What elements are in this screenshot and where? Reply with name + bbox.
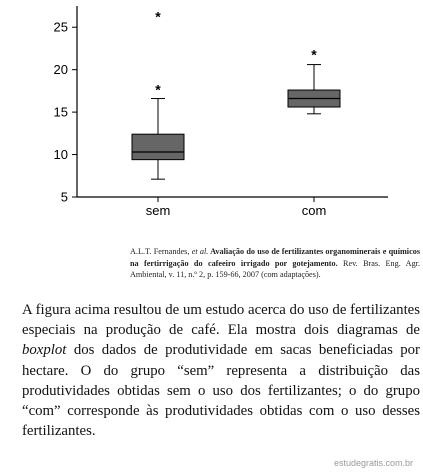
paragraph-part-1: A figura acima resultou de um estudo acerca do uso de fertilizantes especiais na produção de café. Ela mostra dois diagramas de	[22, 302, 420, 339]
figure-citation	[130, 246, 420, 281]
outlier-point: *	[155, 8, 161, 25]
x-tick-label: com	[301, 203, 327, 218]
x-tick-label: sem	[145, 203, 171, 218]
y-tick-label: 10	[53, 147, 68, 163]
iqr-box	[132, 134, 184, 159]
plot-area	[132, 8, 340, 179]
y-tick-label: 5	[60, 189, 68, 205]
y-tick-label: 20	[53, 62, 68, 78]
y-tick-label: 25	[53, 19, 68, 35]
citation-etal: et al.	[191, 247, 209, 256]
axes	[54, 6, 388, 218]
outlier-point: *	[311, 46, 317, 63]
box-group-sem	[132, 8, 184, 179]
citation-authors: A.L.T. Fernandes,	[130, 247, 192, 256]
citation-source: Rev. Bras. Eng. Agr. Ambiental, v. 11, n.º 2, p. 159-66, 2007 (com adaptações).	[130, 258, 420, 279]
box-group-com	[288, 47, 340, 114]
paragraph-part-2: dos dados de produtividade em sacas beneficiadas por hectare. O do grupo “sem” representa a distribuição das produtividades obtidas sem o uso dos fertilizantes; o do grupo “com” corresponde às produtividades obtidas com o uso desses fertilizantes.	[22, 342, 420, 440]
citation-title: Avaliação do uso de fertilizantes organominerais e químicos na fertirrigação do cafeeiro irrigado por gotejamento.	[130, 247, 420, 268]
outlier-point: *	[155, 81, 161, 98]
paragraph-italic-term: boxplot	[22, 342, 67, 359]
site-watermark: estudegratis.com.br	[333, 458, 413, 468]
question-paragraph	[22, 300, 420, 441]
y-tick-label: 15	[53, 104, 68, 120]
